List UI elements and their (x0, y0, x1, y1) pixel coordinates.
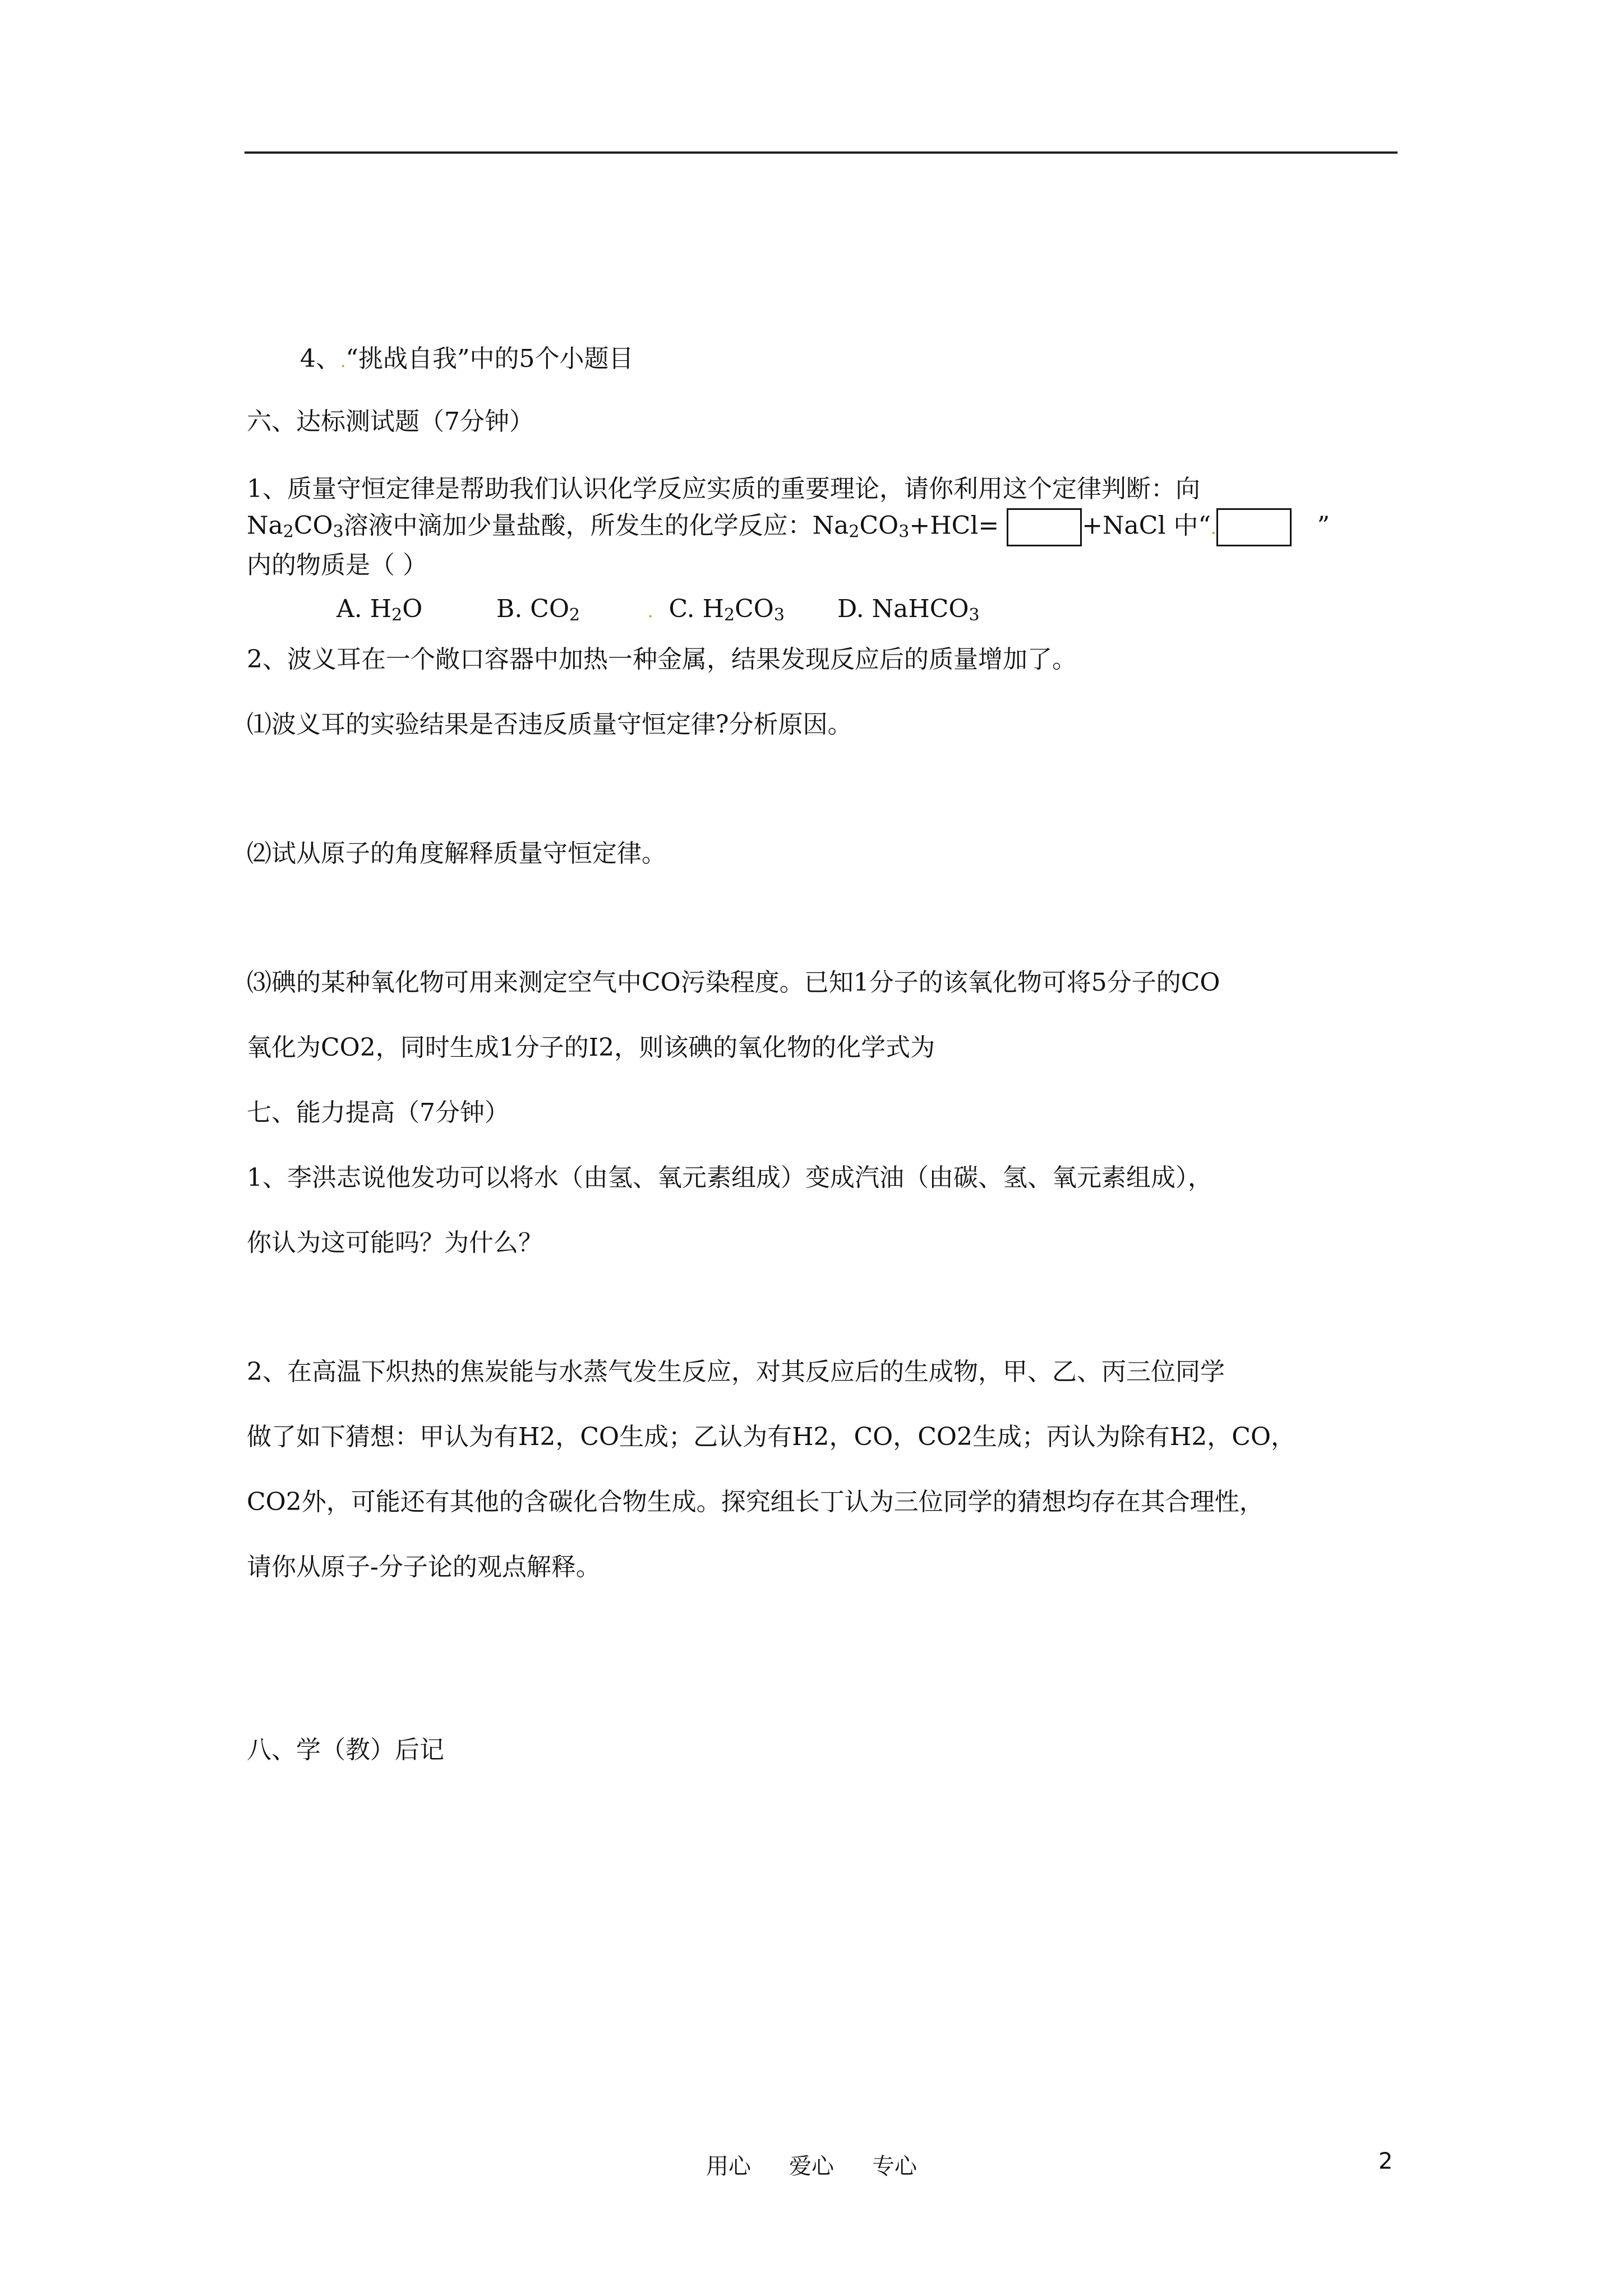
question-2-part-3-line-1: ⑶碘的某种氧化物可用来测定空气中CO污染程度。已知1分子的该氧化物可将5分子的CO (247, 968, 1220, 997)
question-1-line-2: $Na_2CO_3$溶液中滴加少量盐酸，所发生的化学反应：$Na_2CO_3+HCl=$ +NaCl 中“. ” (247, 508, 1330, 546)
question-2-part-2: ⑵试从原子的角度解释质量守恒定律。 (247, 839, 666, 868)
question-2-part-1: ⑴波义耳的实验结果是否违反质量守恒定律?分析原因。 (247, 710, 852, 739)
question-2-part-3-line-2: 氧化为CO2，同时生成1分子的I2，则该碘的氧化物的化学式为 (247, 1033, 935, 1062)
header-rule (245, 151, 1398, 154)
page-footer: 用心 爱心 专心 (706, 2154, 917, 2179)
question-1-options (336, 592, 980, 629)
question-1-line-3: 内的物质是（ ） (247, 551, 427, 579)
ability-question-2-line-2: 做了如下猜想：甲认为有H2，CO生成；乙认为有H2，CO，CO2生成；丙认为除有H2，CO， (247, 1423, 1296, 1451)
section-8-heading: 八、学（教）后记 (247, 1736, 444, 1764)
question-2: 2、波义耳在一个敞口容器中加热一种金属，结果发现反应后的质量增加了。 (247, 645, 1077, 674)
answer-blank-box-2[interactable] (1216, 508, 1292, 546)
question-1-line-1: 1、质量守恒定律是帮助我们认识化学反应实质的重要理论，请你利用这个定律判断：向 (247, 475, 1200, 503)
option-b: B. $CO_2$ (496, 595, 580, 625)
ability-question-2-line-1: 2、在高温下炽热的焦炭能与水蒸气发生反应，对其反应后的生成物，甲、乙、丙三位同学 (247, 1358, 1225, 1386)
section-7-heading: 七、能力提高（7分钟） (247, 1098, 509, 1127)
item-4: 4、.“挑战自我”中的5个小题目 (300, 344, 634, 373)
ability-question-1-line-2: 你认为这可能吗？为什么？ (247, 1228, 543, 1257)
option-d: D. NaHCO$_3$ (837, 595, 980, 625)
option-c: . C. $H_2CO_3$ (648, 595, 785, 625)
ability-question-2-line-4: 请你从原子-分子论的观点解释。 (247, 1553, 601, 1581)
page-number: 2 (1378, 2148, 1393, 2174)
section-6-heading: 六、达标测试题（7分钟） (247, 407, 534, 436)
ability-question-1-line-1: 1、李洪志说他发功可以将水（由氢、氧元素组成）变成汽油（由碳、氢、氧元素组成）， (247, 1163, 1212, 1192)
answer-blank-box-1[interactable] (1007, 508, 1082, 546)
ability-question-2-line-3: CO2外，可能还有其他的含碳化合物生成。探究组长丁认为三位同学的猜想均存在其合理性， (247, 1488, 1264, 1516)
option-a: A. $H_2O$ (336, 595, 423, 625)
